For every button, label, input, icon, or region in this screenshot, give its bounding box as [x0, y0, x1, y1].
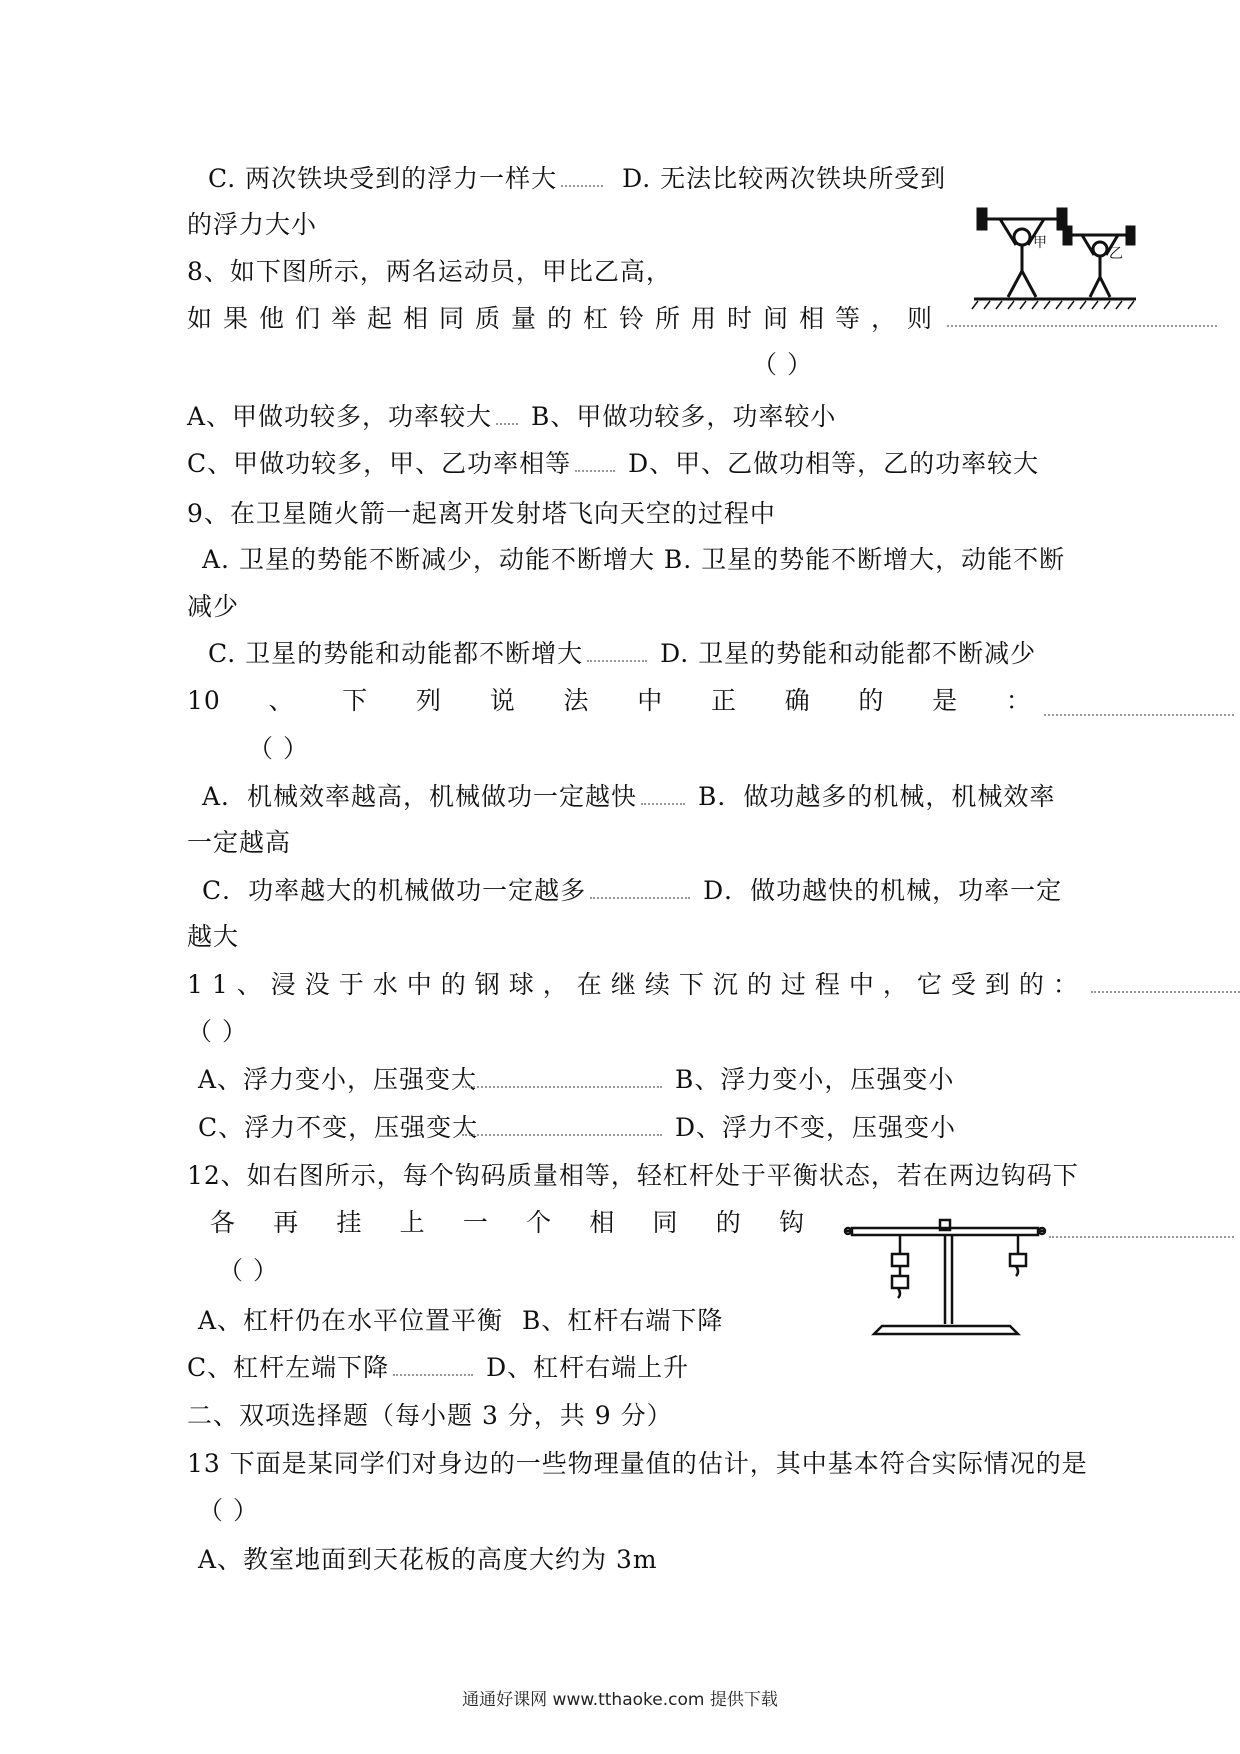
q12-char: 钩: [778, 1208, 805, 1237]
q12-option-a: A、杠杆仍在水平位置平衡: [198, 1306, 504, 1335]
q10-option-cd: [202, 874, 1062, 908]
q8-answer-blank: （ ）: [752, 350, 813, 379]
q10-option-ab: [202, 780, 1055, 814]
q8-option-d: D、甲、乙做功相等，乙的功率较大: [628, 449, 1040, 478]
athlete-label-jia: 甲: [1033, 235, 1047, 251]
q10-char: ：: [1005, 686, 1032, 715]
q9-option-d: D. 卫星的势能和动能都不断减少: [660, 639, 1037, 668]
athletes-figure: [970, 205, 1140, 311]
q13-option-a: A、教室地面到天花板的高度大约为 3m: [198, 1545, 658, 1574]
q8-option-a: A、甲做功较多，功率较大: [187, 402, 493, 431]
q12-char: 的: [715, 1208, 742, 1237]
q10-option-b: B．做功越多的机械，机械效率: [698, 782, 1056, 811]
q10-answer-blank: （ ）: [248, 734, 309, 763]
q10-char: 正: [710, 686, 737, 715]
fill-dots: [590, 883, 690, 899]
q12-answer-blank: （ ）: [218, 1256, 279, 1285]
q10-option-d-continued: 越大: [187, 922, 240, 951]
q11-stem: [187, 968, 1240, 1002]
q9-option-cd: [208, 637, 1036, 671]
q10-option-c: C．功率越大的机械做功一定越多: [202, 876, 587, 905]
fill-dots: [561, 171, 603, 187]
fill-dots: [575, 456, 615, 472]
q8-option-b: B、甲做功较多，功率较小: [531, 402, 837, 431]
q11-option-a: A、浮力变小，压强变大: [198, 1065, 478, 1094]
q10-char: 确: [784, 686, 811, 715]
q11-answer-blank: （ ）: [187, 1017, 248, 1046]
q12-char: 各: [210, 1208, 237, 1237]
q12-option-d: D、杠杆右端上升: [486, 1353, 690, 1382]
q8-option-c: C、甲做功较多，甲、乙功率相等: [187, 449, 572, 478]
q11-option-cd: [198, 1111, 956, 1145]
q12-char: 同: [652, 1208, 679, 1237]
q12-option-ab: [198, 1304, 723, 1338]
q8-option-cd: [187, 447, 1039, 481]
fill-dots: [1091, 977, 1240, 993]
q10-char: 中: [637, 686, 664, 715]
q10-option-b-continued: 一定越高: [187, 828, 292, 857]
fill-dots: [462, 1072, 662, 1088]
q11-option-c: C、浮力不变，压强变大: [198, 1113, 479, 1142]
fill-dots: [587, 646, 647, 662]
fill-dots: [947, 311, 1217, 327]
page-footer: 通通好课网 www.tthaoke.com 提供下载: [462, 1690, 778, 1710]
q11-option-d: D、浮力不变，压强变小: [674, 1113, 956, 1142]
fill-dots: [496, 409, 518, 425]
q10-char: 、: [268, 686, 295, 715]
fill-dots: [462, 1120, 662, 1136]
q10-char: 法: [563, 686, 590, 715]
q12-char: 个: [526, 1208, 553, 1237]
q11-stem-text: 11、浸没于水中的钢球，在继续下沉的过程中，它受到的：: [187, 970, 1087, 999]
q7-option-d-continued: 的浮力大小: [187, 210, 318, 239]
q9-option-b-continued: 减少: [187, 592, 240, 621]
q10-char: 列: [416, 686, 443, 715]
athlete-label-yi: 乙: [1109, 246, 1123, 262]
q12-char: 挂: [336, 1208, 363, 1237]
fill-dots: [393, 1360, 473, 1376]
q11-option-b: B、浮力变小，压强变小: [674, 1065, 955, 1094]
fill-dots: [641, 789, 685, 805]
athlete-yi: [1064, 227, 1134, 297]
q12-char: 一: [462, 1208, 489, 1237]
q7-option-c: C. 两次铁块受到的浮力一样大: [208, 164, 558, 193]
q12-stem: 12、如右图所示，每个钩码质量相等，轻杠杆处于平衡状态，若在两边钩码下: [187, 1161, 1079, 1190]
fill-dots: [1049, 1222, 1234, 1238]
q7-option-c-line: [208, 162, 946, 196]
q10-stem: [187, 684, 1032, 718]
fill-dots: [1044, 700, 1234, 716]
lever-figure: [840, 1200, 1050, 1340]
q10-char: 说: [489, 686, 516, 715]
q8-stem-text: 如果他们举起相同质量的杠铃所用时间相等，则: [187, 304, 944, 333]
q7-option-d: D. 无法比较两次铁块所受到: [622, 164, 947, 193]
q9-option-c: C. 卫星的势能和动能都不断增大: [208, 639, 584, 668]
q12-option-c: C、杠杆左端下降: [187, 1353, 390, 1382]
q12-option-cd: [187, 1351, 689, 1385]
q8-option-ab: [187, 400, 836, 434]
section-2-heading: 二、双项选择题（每小题 3 分，共 9 分）: [187, 1401, 673, 1430]
q13-answer-blank: （ ）: [198, 1496, 259, 1525]
q12-stem-line2: [210, 1206, 805, 1240]
q10-option-d: D．做功越快的机械，功率一定: [703, 876, 1063, 905]
q10-char: 10: [187, 686, 221, 715]
q10-char: 的: [858, 686, 885, 715]
q12-char: 上: [399, 1208, 426, 1237]
q12-char: 再: [273, 1208, 300, 1237]
q12-char: 相: [589, 1208, 616, 1237]
q8-stem: 8、如下图所示，两名运动员，甲比乙高，: [187, 257, 672, 286]
q10-option-a: A．机械效率越高，机械做功一定越快: [202, 782, 638, 811]
q11-option-ab: [198, 1063, 954, 1097]
q13-stem: 13 下面是某同学们对身边的一些物理量值的估计，其中基本符合实际情况的是: [187, 1449, 1088, 1478]
q9-stem: 9、在卫星随火箭一起离开发射塔飞向天空的过程中: [187, 499, 776, 528]
q10-char: 是: [932, 686, 959, 715]
q10-char: 下: [342, 686, 369, 715]
q9-option-ab: A. 卫星的势能不断减少，动能不断增大 B. 卫星的势能不断增大，动能不断: [202, 545, 1066, 574]
q12-option-b: B、杠杆右端下降: [522, 1306, 724, 1335]
athlete-jia: [978, 209, 1066, 297]
